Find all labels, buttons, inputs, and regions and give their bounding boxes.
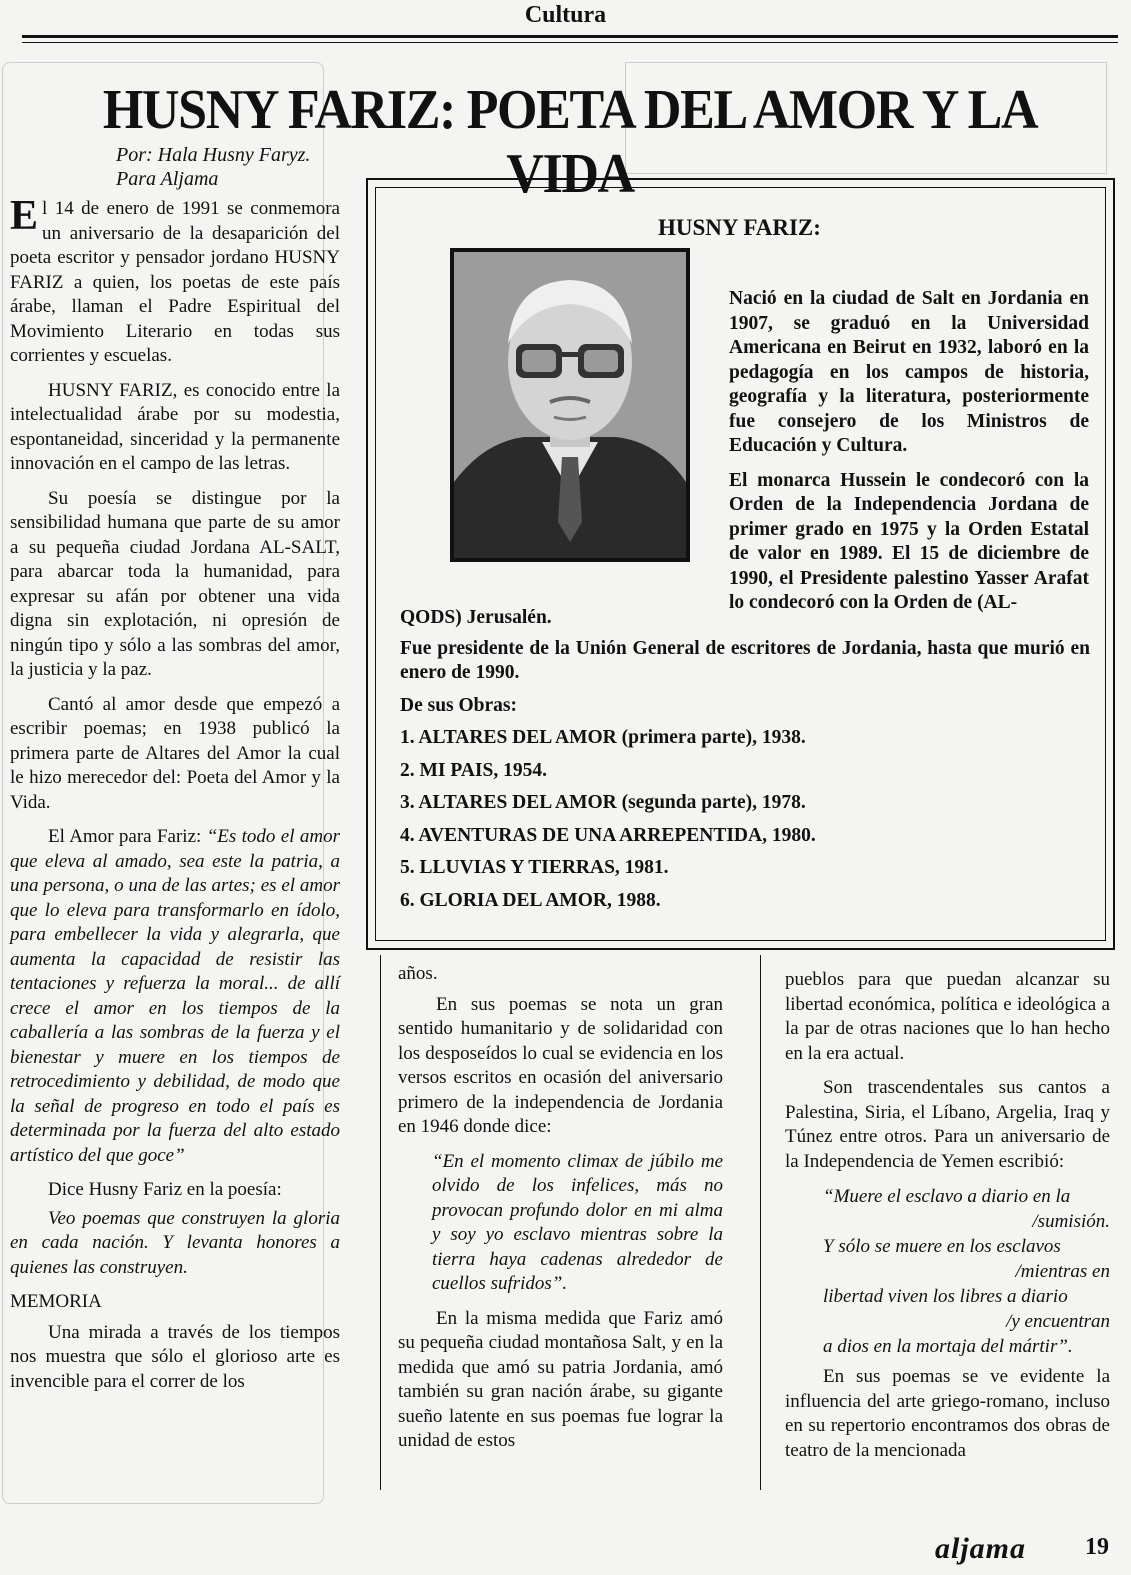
column-rule: [760, 955, 761, 1490]
work-item: 4. AVENTURAS DE UNA ARREPENTIDA, 1980.: [400, 824, 816, 846]
paragraph: Cantó al amor desde que empezó a escribir poemas; en 1938 publicó la primera parte de Altares del Amor la cual le hizo merecedor del: Poeta del Amor y la Vida.: [10, 693, 340, 813]
works-list: [400, 726, 1090, 913]
box-paragraph: El monarca Hussein le condecoró con la Orden de la Independencia Jordana de primer grado en 1975 y la Orden Estatal de valor en 1989. El 15 de diciembre de 1990, el Presidente palestino Yasser Arafat lo condecoró con la Orden de (AL-: [729, 469, 1089, 613]
column-left: [10, 143, 340, 1404]
box-text-right: [729, 287, 1089, 616]
paragraph: años.: [398, 963, 438, 984]
column-right: [785, 968, 1110, 1473]
box-paragraph: Fue presidente de la Unión General de escritores de Jordania, hasta que murió en enero de 1990.: [400, 637, 1090, 683]
paragraph: HUSNY FARIZ, es conocido entre la intelectualidad árabe por su modestia, espontaneidad, sinceridad y la permanente innovación en el campo de las letras.: [10, 379, 340, 474]
byline: [116, 143, 340, 191]
quote: “En el momento climax de júbilo me olvido de los infelices, más no provocan profundo dolor en mi alma y soy yo esclavo mientras sobre la tierra haya cadenas alrededor de cuellos sufridos”.: [432, 1150, 723, 1294]
page-number: 19: [1085, 1534, 1109, 1560]
paragraph: El 14 de enero de 1991 se conmemora un aniversario de la desaparición del poeta escritor y pensador jordano HUSNY FARIZ a quien, los poetas de este país árabe, llaman el Padre Espiritual del Movimiento Literario en todas sus corrientes y escuelas.: [10, 193, 340, 366]
works-heading: De sus Obras:: [400, 694, 518, 716]
header-rule-thin: [22, 42, 1118, 43]
portrait-photo: [450, 248, 690, 562]
work-item: 2. MI PAIS, 1954.: [400, 759, 547, 781]
magazine-logo: aljama: [935, 1532, 1027, 1565]
box-paragraph: QODS) Jerusalén.: [400, 607, 552, 628]
header-rule: [22, 35, 1118, 38]
paragraph: Dice Husny Fariz en la poesía:: [48, 1179, 282, 1200]
box-title: HUSNY FARIZ:: [658, 215, 821, 240]
work-item: 6. GLORIA DEL AMOR, 1988.: [400, 889, 661, 911]
paragraph: Son trascendentales sus cantos a Palestina, Siria, el Líbano, Argelia, Iraq y Túnez entre otros. Para un aniversario de la Independencia de Yemen escribió:: [785, 1077, 1110, 1172]
article-title: HUSNY FARIZ: POETA DEL AMOR Y LA VIDA: [102, 79, 1038, 205]
section-header: Cultura: [524, 2, 607, 28]
paragraph: Una mirada a través de los tiempos nos muestra que sólo el glorioso arte es invencible para el correr de los: [10, 1321, 340, 1392]
work-item: 3. ALTARES DEL AMOR (segunda parte), 1978.: [400, 792, 806, 813]
byline-outlet: Para Aljama: [116, 168, 219, 190]
box-text-full: [400, 606, 1090, 921]
quote: “Es todo el amor que eleva al amado, sea este la patria, a una persona, o una de las artes; es el amor que lo eleva para transformarlo en ídolo, para embellecer la vida y alegrarla, que aumenta la capacidad de resistir las tentaciones y refuerza la moral... de allí crece el amor en los tiempos de la caballería a las sombras de la fuerza y el bienestar y muere en los tiempos de retrocedimiento y debilidad, de modo que la señal de progreso en todo el país es determinada por la fuerza del alto estado artístico del que goce”: [10, 826, 340, 1166]
column-rule: [380, 955, 381, 1490]
work-item: 5. LLUVIAS Y TIERRAS, 1981.: [400, 857, 669, 878]
work-item: 1. ALTARES DEL AMOR (primera parte), 1938.: [400, 727, 806, 748]
box-paragraph: Nació en la ciudad de Salt en Jordania en 1907, se graduó en la Universidad Americana en Beirut en 1932, laboró en la pedagogía en los campos de historia, geografía y la literatura, posteriormente fue consejero de los Ministros de Educación y Cultura.: [729, 288, 1089, 456]
paragraph: Su poesía se distingue por la sensibilidad humana que parte de su amor a su pequeña ciudad Jordana AL-SALT, para abarcar toda la humanidad, para expresar su afán por obtener una vida digna sin explotación, ni opresión de ningún tipo y sólo a las sombras del amor, la justicia y la paz.: [10, 487, 340, 680]
paragraph: En sus poemas se ve evidente la influencia del arte griego-romano, incluso en su repertorio encontramos dos obras de teatro de la mencionada: [785, 1366, 1110, 1461]
paragraph: El Amor para Fariz: “Es todo el amor que eleva al amado, sea este la patria, a una persona, o una de las artes; es el amor que lo eleva para transformarlo en ídolo, para embellecer la vida y alegrarla, que aumenta la capacidad de resistir las tentaciones y refuerza la moral... de allí crece el amor en los tiempos de la caballería a las sombras de la fuerza y el bienestar y muere en los tiempos de retrocedimiento y debilidad, de modo que la señal de progreso en todo el país es determinada por la fuerza del alto estado artístico del que goce”: [10, 826, 340, 1166]
drop-cap: E: [10, 193, 39, 239]
column-middle: [398, 962, 723, 1464]
quote: Veo poemas que construyen la gloria en cada nación. Y levanta honores a quienes las construyen.: [10, 1207, 340, 1278]
paragraph: En sus poemas se nota un gran sentido humanitario y de solidaridad con los desposeídos lo cual se evidencia en los versos escritos en ocasión del aniversario primero de la independencia de Jordania en 1946 donde dice:: [398, 993, 723, 1137]
byline-author: Por: Hala Husny Faryz.: [116, 144, 311, 166]
portrait-image: [454, 252, 686, 558]
verse: “Muere el esclavo a diario en la /sumisión. Y sólo se muere en los esclavos /mientras en libertad viven los libres a diario /y encuentran a dios en la mortaja del mártir”.: [823, 1186, 1110, 1357]
paragraph: pueblos para que puedan alcanzar su libertad económica, política e ideológica a la par de otras naciones que lo han hecho en la era actual.: [785, 969, 1110, 1064]
paragraph: En la misma medida que Fariz amó su pequeña ciudad montañosa Salt, y en la medida que amó su patria Jordania, amó también su gran nación árabe, su gigante sueño latente en sus poemas fue lograr la unidad de estos: [398, 1307, 723, 1451]
subheading: MEMORIA: [10, 1291, 102, 1312]
